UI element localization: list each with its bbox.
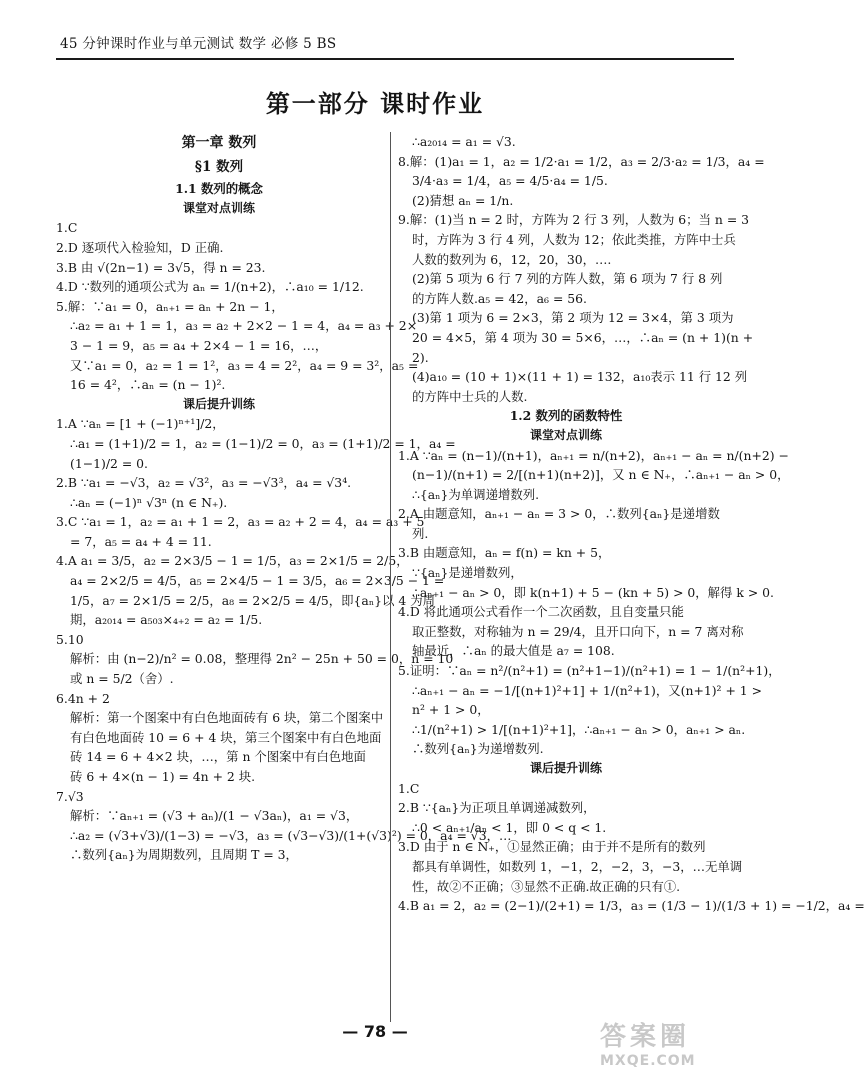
left-line: 期，a₂₀₁₄ = a₅₀₃×₄₊₂ = a₂ = 1/5. [70, 612, 263, 628]
right-line: 课后提升训练 [529, 761, 602, 775]
right-line: 取正整数，对称轴为 n = 29/4，且开口向下，n = 7 离对称 [412, 623, 744, 639]
right-line: ∵{aₙ}是递增数列， [412, 565, 523, 581]
right-line: ∴1/(n²+1) > 1/[(n+1)²+1]，∴aₙ₊₁ − aₙ > 0，aₙ₊₁ > aₙ. [412, 721, 746, 737]
right-line: 时，方阵为 3 行 4 列，人数为 12；依此类推，方阵中士兵 [412, 231, 736, 247]
page-header: 45 分钟课时作业与单元测试 数学 必修 5 BS [60, 36, 337, 52]
left-line: 16 = 4²，∴aₙ = (n − 1)². [70, 377, 226, 393]
right-line: 列. [412, 525, 429, 541]
left-line: 7.√3 [56, 788, 84, 804]
right-line: (3)第 1 项为 6 = 2×3，第 2 项为 12 = 3×4，第 3 项为 [412, 310, 734, 326]
left-line: 3.C ∵a₁ = 1，a₂ = a₁ + 1 = 2，a₃ = a₂ + 2 = 4，a₄ = a₃ + 5 [56, 514, 425, 530]
header-rule [56, 58, 734, 60]
column-divider [390, 132, 391, 1022]
right-line: 1.A ∵aₙ = (n−1)/(n+1)，aₙ₊₁ = n/(n+2)，aₙ₊₁ − aₙ = n/(n+2) − [398, 447, 789, 463]
left-line: ∴aₙ = (−1)ⁿ √3ⁿ (n ∈ N₊). [70, 494, 228, 510]
right-line: 8.解：(1)a₁ = 1，a₂ = 1/2·a₁ = 1/2，a₃ = 2/3·a₂ = 1/3，a₄ = [398, 153, 765, 169]
right-line: 2.B ∵{aₙ}为正项且单调递减数列， [398, 800, 596, 816]
right-line: 3/4·a₃ = 1/4，a₅ = 4/5·a₄ = 1/5. [412, 173, 608, 189]
right-line: 的方阵中士兵的人数. [412, 388, 528, 404]
left-line: 解析：第一个图案中有白色地面砖有 6 块，第二个图案中 [70, 710, 384, 726]
left-line: 砖 6 + 4×(n − 1) = 4n + 2 块. [70, 769, 256, 784]
left-line: 4.D ∵数列的通项公式为 aₙ = 1/(n+2)，∴a₁₀ = 1/12. [56, 279, 364, 295]
left-line: 第一章 数列 [181, 135, 257, 151]
left-line: ∴a₂ = (√3+√3)/(1−3) = −√3，a₃ = (√3−√3)/(1+(√3)²) = 0，a₄ = √3，… [70, 827, 512, 843]
left-line: 4.A a₁ = 3/5，a₂ = 2×3/5 − 1 = 1/5，a₃ = 2×1/5 = 2/5， [56, 553, 409, 569]
right-line: ∴数列{aₙ}为递增数列. [412, 741, 544, 757]
left-line: 或 n = 5/2（舍）. [70, 671, 174, 687]
page-number: — 78 — [342, 1022, 408, 1041]
part-title: 第一部分 课时作业 [265, 90, 485, 118]
right-line: ∴aₙ₊₁ − aₙ = −1/[(n+1)²+1] + 1/(n²+1)，又(n+1)² + 1 > [412, 682, 762, 698]
left-line: 2.B ∵a₁ = −√3，a₂ = √3²，a₃ = −√3³，a₄ = √3⁴. [56, 475, 352, 491]
right-line: 20 = 4×5，第 4 项为 30 = 5×6，…，∴aₙ = (n + 1)(n + [412, 329, 754, 345]
left-line: 2.D 逐项代入检验知，D 正确. [56, 239, 224, 255]
left-line: 5.解：∵a₁ = 0，aₙ₊₁ = aₙ + 2n − 1， [56, 298, 284, 314]
right-line: 3.D 由于 n ∈ N₊，①显然正确；由于并不是所有的数列 [398, 839, 706, 855]
right-line: 性，故②不正确；③显然不正确.故正确的只有①. [412, 878, 681, 894]
right-line: 3.B 由题意知，aₙ = f(n) = kn + 5， [398, 545, 611, 561]
right-line: (n−1)/(n+1) = 2/[(n+1)(n+2)]，又 n ∈ N₊，∴aₙ₊₁ − aₙ > 0， [412, 467, 790, 483]
right-line: 4.B a₁ = 2，a₂ = (2−1)/(2+1) = 1/3，a₃ = (1/3 − 1)/(1/3 + 1) = −1/2，a₄ = [398, 898, 865, 914]
right-line: 1.2 数列的函数特性 [509, 408, 623, 424]
right-line: 都具有单调性，如数列 1，−1，2，−2，3，−3，…无单调 [412, 858, 743, 874]
right-line: 9.解：(1)当 n = 2 时，方阵为 2 行 3 列，人数为 6；当 n = 3 [398, 212, 750, 228]
left-line: 6.4n + 2 [56, 690, 110, 706]
left-line: 解析：∵aₙ₊₁ = (√3 + aₙ)/(1 − √3aₙ)，a₁ = √3， [70, 808, 359, 824]
left-line: a₄ = 2×2/5 = 4/5，a₅ = 2×4/5 − 1 = 3/5，a₆ = 2×3/5 − 1 = [70, 573, 445, 589]
watermark-url: MXQE.COM [600, 1053, 696, 1069]
left-line: 5.10 [56, 631, 84, 647]
left-line: 1.C [56, 220, 78, 236]
right-line: n² + 1 > 0， [412, 702, 490, 718]
right-line: 5.证明：∵aₙ = n²/(n²+1) = (n²+1−1)/(n²+1) = 1 − 1/(n²+1)， [398, 663, 781, 679]
right-line: 4.D 将此通项公式看作一个二次函数，且自变量只能 [398, 604, 684, 620]
left-line: 有白色地面砖 10 = 6 + 4 块，第三个图案中有白色地面 [70, 729, 382, 745]
right-line: 的方阵人数.a₅ = 42，a₆ = 56. [412, 290, 587, 306]
left-line: ∴数列{aₙ}为周期数列，且周期 T = 3， [70, 847, 298, 863]
left-line: 课堂对点训练 [182, 200, 255, 215]
right-line: ∴aₙ₊₁ − aₙ > 0，即 k(n+1) + 5 − (kn + 5) > 0，解得 k > 0. [412, 584, 774, 600]
right-line: 1.C [398, 780, 420, 796]
right-line: (2)猜想 aₙ = 1/n. [412, 192, 514, 208]
left-line: 解析：由 (n−2)/n² = 0.08，整理得 2n² − 25n + 50 = 0，n = 10 [70, 651, 454, 667]
left-line: 1/5，a₇ = 2×1/5 = 2/5，a₈ = 2×2/5 = 4/5，即{aₙ}以 4 为周 [70, 592, 435, 608]
left-line: = 7，a₅ = a₄ + 4 = 11. [70, 533, 212, 549]
right-line: 2.A 由题意知，aₙ₊₁ − aₙ = 3 > 0，∴数列{aₙ}是递增数 [398, 506, 720, 522]
left-line: ∴a₂ = a₁ + 1 = 1，a₃ = a₂ + 2×2 − 1 = 4，a₄ = a₃ + 2× [70, 318, 418, 334]
watermark-logo [600, 1016, 750, 1076]
right-line: (2)第 5 项为 6 行 7 列的方阵人数，第 6 项为 7 行 8 列 [412, 271, 723, 287]
left-line: 3 − 1 = 9，a₅ = a₄ + 2×4 − 1 = 16，…， [70, 337, 328, 353]
left-line: 1.A ∵aₙ = [1 + (−1)ⁿ⁺¹]/2， [56, 416, 225, 432]
right-line: ∴0 < aₙ₊₁/aₙ < 1，即 0 < q < 1. [412, 819, 607, 835]
right-line: ∴{aₙ}为单调递增数列. [412, 486, 540, 502]
left-line: 课后提升训练 [182, 396, 255, 411]
right-line: 课堂对点训练 [529, 427, 602, 442]
left-line: ∴a₁ = (1+1)/2 = 1，a₂ = (1−1)/2 = 0，a₃ = (1+1)/2 = 1，a₄ = [70, 435, 456, 451]
right-column [398, 132, 865, 916]
right-line: ∴a₂₀₁₄ = a₁ = √3. [412, 134, 516, 149]
left-line: 1.1 数列的概念 [175, 181, 263, 197]
right-line: 轴最近，∴aₙ 的最大值是 a₇ = 108. [412, 643, 615, 659]
watermark-text: 答案圈 [600, 1022, 691, 1052]
left-line: 3.B 由 √(2n−1) = 3√5，得 n = 23. [56, 259, 266, 275]
left-line: 又∵a₁ = 0，a₂ = 1 = 1²，a₃ = 4 = 2²，a₄ = 9 = 3²，a₅ = [70, 357, 419, 373]
left-line: §1 数列 [194, 158, 244, 175]
right-line: 人数的数列为 6，12，20，30，…. [412, 251, 612, 267]
left-line: 砖 14 = 6 + 4×2 块，…，第 n 个图案中有白色地面 [70, 749, 366, 765]
right-line: 2). [412, 349, 429, 365]
right-line: (4)a₁₀ = (10 + 1)×(11 + 1) = 132，a₁₀表示 11 行 12 列 [412, 369, 748, 385]
left-line: (1−1)/2 = 0. [70, 455, 148, 471]
